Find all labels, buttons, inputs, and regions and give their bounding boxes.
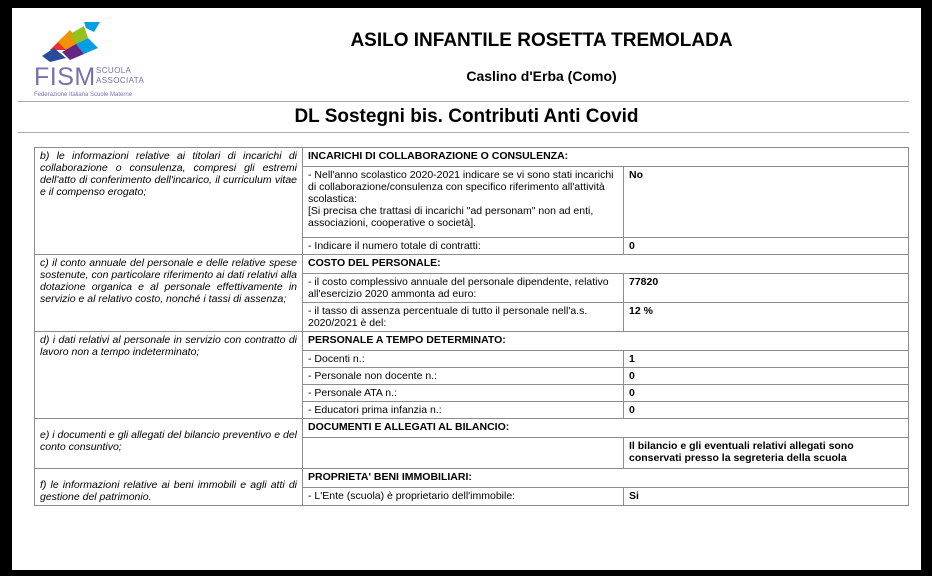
answer-cell: 0 (624, 402, 909, 419)
section-heading: PROPRIETA' BENI IMMOBILIARI: (303, 469, 909, 488)
answer-cell: 0 (624, 385, 909, 402)
document-title: DL Sostegni bis. Contributi Anti Covid (294, 106, 639, 127)
question-cell: - il costo complessivo annuale del personale dipendente, relativo all'esercizio 2020 ammonta ad euro: (303, 274, 624, 303)
section-header-row (35, 332, 909, 351)
question-cell: - L'Ente (scuola) è proprietario dell'immobile: (303, 488, 624, 506)
answer-cell: Il bilancio e gli eventuali relativi allegati sono conservati presso la segreteria della scuola (624, 438, 909, 469)
question-cell: - il tasso di assenza percentuale di tutto il personale nell'a.s. 2020/2021 è del: (303, 303, 624, 332)
question-cell: - Personale ATA n.: (303, 385, 624, 402)
answer-cell: 0 (624, 238, 909, 255)
section-header-row (35, 255, 909, 274)
school-name: ASILO INFANTILE ROSETTA TREMOLADA (350, 30, 733, 51)
section-header-row (35, 469, 909, 488)
answer-cell: 77820 (624, 274, 909, 303)
disclosure-table (34, 147, 909, 506)
school-town: Caslino d'Erba (Como) (466, 68, 617, 84)
section-heading: DOCUMENTI E ALLEGATI AL BILANCIO: (303, 419, 909, 438)
section-description: b) le informazioni relative ai titolari di incarichi di collaborazione o consulenza, compresi gli estremi dell'atto di conferimento dell'incarico, il curriculum vitae e il compenso erogato; (35, 148, 303, 255)
title-divider (18, 132, 909, 133)
question-cell: - Educatori prima infanzia n.: (303, 402, 624, 419)
section-heading: INCARICHI DI COLLABORAZIONE O CONSULENZA: (303, 148, 909, 167)
logo-full-name: Federazione Italiana Scuole Materne (34, 92, 133, 98)
section-description: f) le informazioni relative ai beni immobili e agli atti di gestione del patrimonio. (35, 469, 303, 506)
question-cell: - Nell'anno scolastico 2020-2021 indicare se vi sono stati incarichi di collaborazione/consulenza con specifico riferimento all'attività scolastica: [Si precisa che trattasi di incarichi "ad personam" non ad enti, associazioni, cooperative o società]. (303, 167, 624, 238)
question-cell: - Indicare il numero totale di contratti: (303, 238, 624, 255)
question-cell (303, 438, 624, 469)
section-description: e) i documenti e gli allegati del bilancio preventivo e del conto consuntivo; (35, 419, 303, 469)
answer-cell: No (624, 167, 909, 238)
logo-brand-text: FISM (34, 63, 96, 91)
answer-cell: 1 (624, 351, 909, 368)
answer-cell: 12 % (624, 303, 909, 332)
section-description: d) i dati relativi al personale in servizio con contratto di lavoro non a tempo indeterminato; (35, 332, 303, 419)
header-divider (18, 101, 909, 102)
logo-subtitle-line2: ASSOCIATA (96, 76, 145, 85)
section-description: c) il conto annuale del personale e delle relative spese sostenute, con particolare riferimento ai dati relativi alla dotazione organica e al personale effettivamente in servizio e al relativo costo, nonché i tassi di assenza; (35, 255, 303, 332)
section-header-row (35, 148, 909, 167)
question-cell: - Docenti n.: (303, 351, 624, 368)
answer-cell: 0 (624, 368, 909, 385)
question-cell: - Personale non docente n.: (303, 368, 624, 385)
logo-subtitle-line1: SCUOLA (96, 66, 132, 75)
section-heading: COSTO DEL PERSONALE: (303, 255, 909, 274)
answer-cell: Si (624, 488, 909, 506)
section-heading: PERSONALE A TEMPO DETERMINATO: (303, 332, 909, 351)
section-header-row (35, 419, 909, 438)
document-page (12, 8, 921, 570)
